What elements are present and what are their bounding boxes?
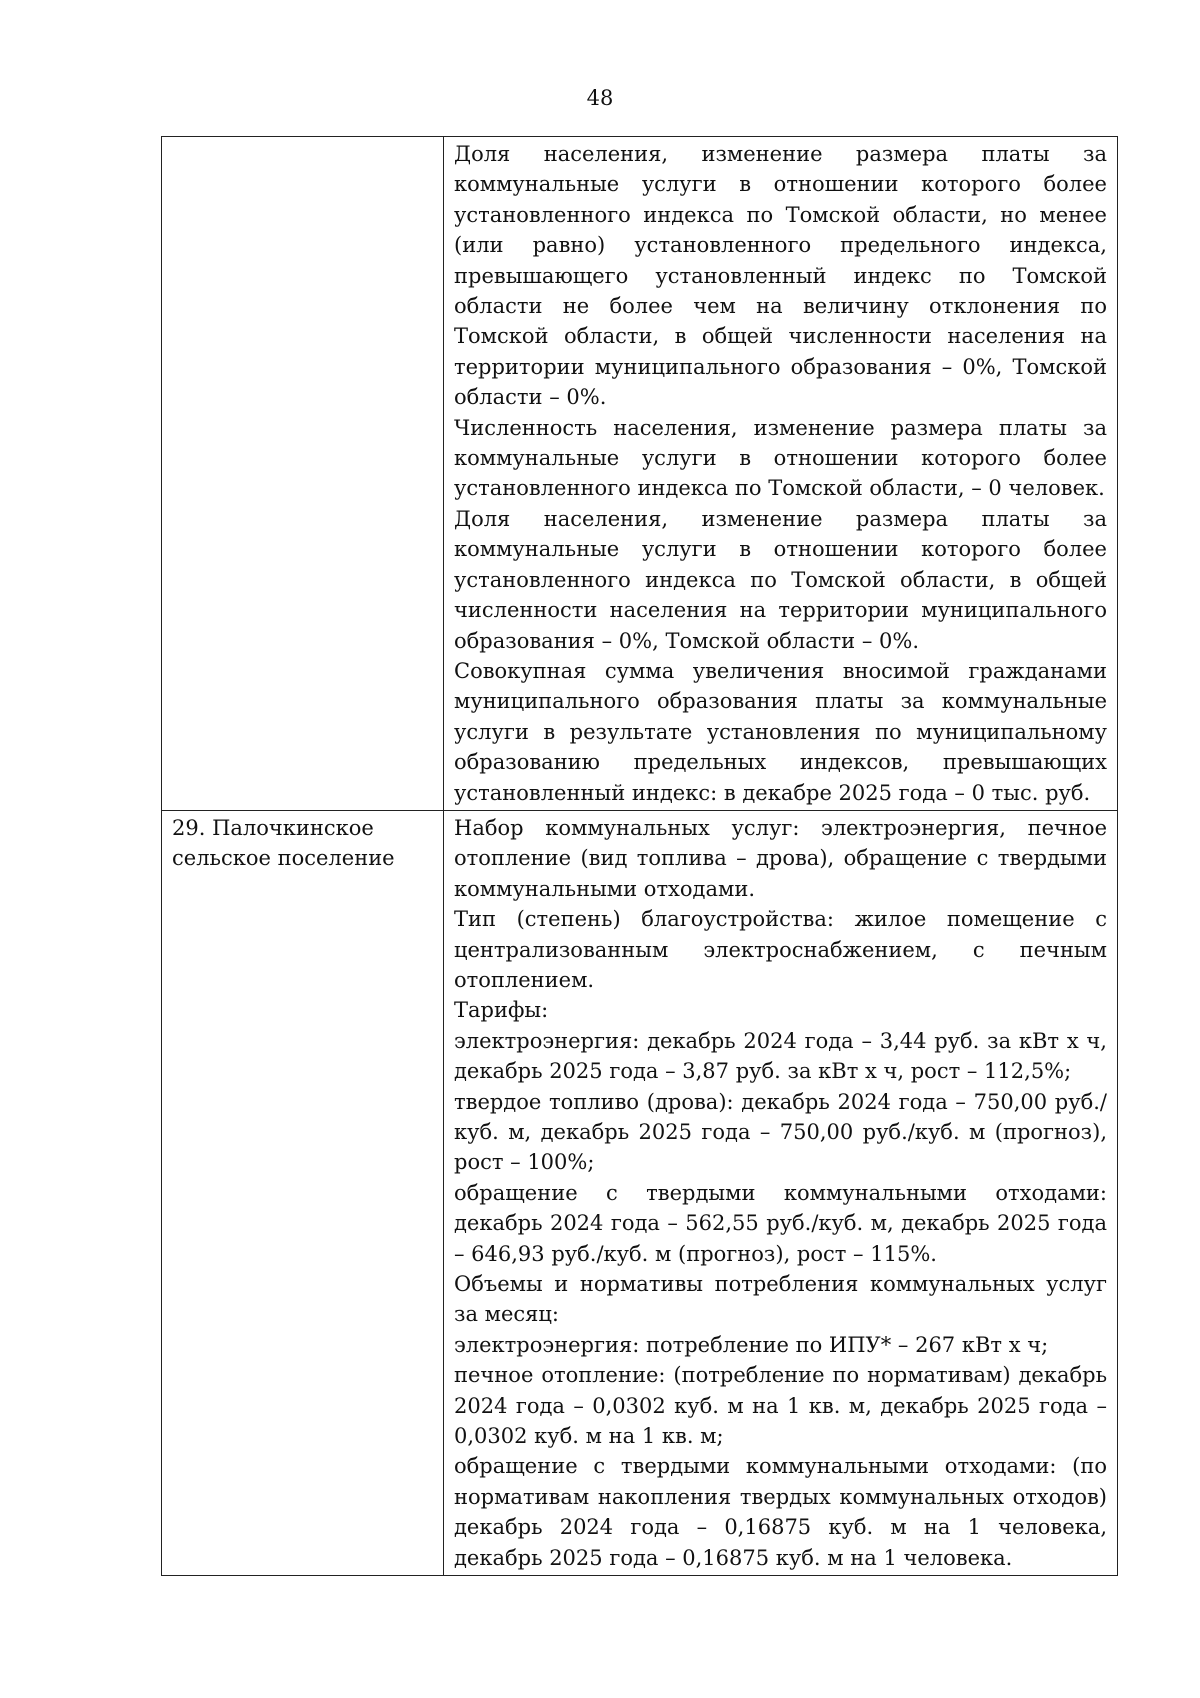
description-paragraph: обращение с твердыми коммунальными отходами: декабрь 2024 года – 562,55 руб./куб. м, декабрь 2025 года – 646,93 руб./куб. м (прогноз), рост – 115%. [454,1180,1107,1266]
description-paragraph: электроэнергия: потребление по ИПУ* – 267 кВт х ч; [454,1332,1049,1357]
description-cell [444,810,1118,1575]
municipality-table [161,136,1118,1576]
description-cell [444,137,1118,811]
description-paragraph: Тип (степень) благоустройства: жилое помещение с централизованным электроснабжением, с печным отоплением. [454,907,1107,992]
description-paragraph: Доля населения, изменение размера платы за коммунальные услуги в отношении которого более установленного индекса по Томской области, в общей численности населения на территории муниципального образования – 0%, Томской области – 0%. [454,506,1107,653]
page-number: 48 [586,86,614,110]
municipality-cell [162,810,444,1575]
description-paragraph: твердое топливо (дрова): декабрь 2024 года – 750,00 руб./куб. м, декабрь 2025 года – 750,00 руб./куб. м (прогноз), рост – 100%; [454,1089,1107,1175]
municipality-name: 29. Палочкинское сельское поселение [172,815,395,871]
description-paragraph: обращение с твердыми коммунальными отходами: (по нормативам накопления твердых коммунальных отходов) декабрь 2024 года – 0,16875 куб. м на 1 человека, декабрь 2025 года – 0,16875 куб. м на 1 человека. [454,1454,1107,1570]
table-row [162,810,1118,1575]
description-paragraph: Доля населения, изменение размера платы за коммунальные услуги в отношении которого более установленного индекса по Томской области, но менее (или равно) установленного предельного индекса, превышающего установленный индекс по Томской области не более чем на величину отклонения по Томской области, в общей численности населения на территории муниципального образования – 0%, Томской области – 0%. [454,142,1107,410]
description-paragraph: Совокупная сумма увеличения вносимой гражданами муниципального образования платы за коммунальные услуги в результате установления по муниципальному образованию предельных индексов, превышающих установленный индекс: в декабре 2025 года – 0 тыс. руб. [454,658,1107,805]
description-paragraph: электроэнергия: декабрь 2024 года – 3,44 руб. за кВт х ч, декабрь 2025 года – 3,87 руб. за кВт х ч, рост – 112,5%; [454,1028,1107,1084]
description-paragraph: печное отопление: (потребление по нормативам) декабрь 2024 года – 0,0302 куб. м на 1 кв. м, декабрь 2025 года – 0,0302 куб. м на 1 кв. м; [454,1363,1107,1449]
description-paragraph: Тарифы: [454,998,549,1023]
description-paragraph: Объемы и нормативы потребления коммунальных услуг за месяц: [454,1272,1107,1327]
table-row [162,137,1118,811]
municipality-name [162,137,443,139]
description-paragraph: Численность населения, изменение размера платы за коммунальные услуги в отношении которого более установленного индекса по Томской области, – 0 человек. [454,415,1107,501]
municipality-cell [162,137,444,811]
description-paragraph: Набор коммунальных услуг: электроэнергия, печное отопление (вид топлива – дрова), обращение с твердыми коммунальными отходами. [454,815,1107,901]
